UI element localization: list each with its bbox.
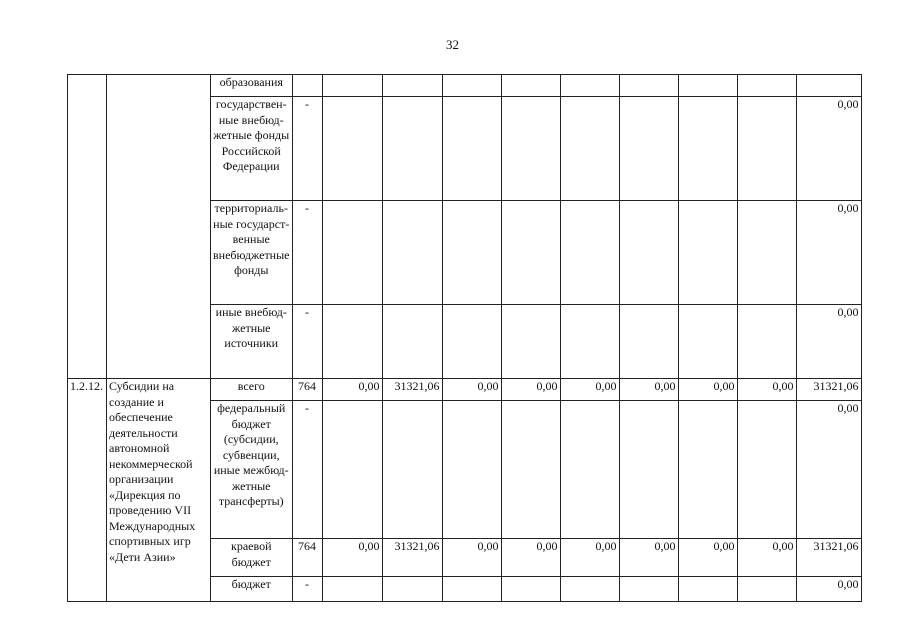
value-cell	[560, 401, 619, 539]
value-cell: 0,00	[501, 379, 560, 401]
value-cell	[442, 201, 501, 305]
value-cell	[560, 75, 619, 97]
funding-source-cell: иные внебюд-жетные источники	[211, 305, 293, 379]
value-cell	[560, 577, 619, 602]
code-cell	[292, 75, 322, 97]
item-title-cell	[107, 75, 211, 379]
code-cell: 764	[292, 539, 322, 577]
value-cell	[442, 75, 501, 97]
value-cell: 0,00	[442, 539, 501, 577]
total-cell: 0,00	[796, 401, 861, 539]
total-cell: 0,00	[796, 577, 861, 602]
funding-source-cell: государствен-ные внебюд-жетные фонды Российской Федерации	[211, 97, 293, 201]
value-cell	[619, 577, 678, 602]
value-cell	[678, 201, 737, 305]
value-cell: 31321,06	[382, 539, 442, 577]
funding-source-cell: федеральный бюджет (субсидии, субвенции, иные межбюд-жетные трансферты)	[211, 401, 293, 539]
item-number: 1.2.12.	[68, 379, 107, 602]
total-cell: 31321,06	[796, 539, 861, 577]
value-cell: 0,00	[678, 539, 737, 577]
row-number-cell	[68, 75, 107, 379]
table-row	[68, 379, 862, 401]
value-cell: 0,00	[678, 379, 737, 401]
code-cell: 764	[292, 379, 322, 401]
value-cell	[737, 75, 796, 97]
value-cell	[678, 577, 737, 602]
value-cell	[619, 401, 678, 539]
funding-source-cell: всего	[211, 379, 293, 401]
value-cell: 0,00	[322, 379, 382, 401]
value-cell	[501, 201, 560, 305]
value-cell	[678, 75, 737, 97]
value-cell: 0,00	[442, 379, 501, 401]
value-cell: 0,00	[322, 539, 382, 577]
value-cell: 0,00	[501, 539, 560, 577]
value-cell	[382, 97, 442, 201]
value-cell	[619, 75, 678, 97]
value-cell	[678, 305, 737, 379]
value-cell: 0,00	[619, 539, 678, 577]
value-cell	[322, 97, 382, 201]
total-cell: 0,00	[796, 201, 861, 305]
value-cell	[382, 201, 442, 305]
value-cell	[382, 577, 442, 602]
value-cell	[322, 401, 382, 539]
funding-source-cell: территориаль-ные государст-венные внебюджетные фонды	[211, 201, 293, 305]
total-cell: 31321,06	[796, 379, 861, 401]
total-cell: 0,00	[796, 305, 861, 379]
value-cell	[619, 305, 678, 379]
value-cell	[560, 305, 619, 379]
funding-source-cell: образования	[211, 75, 293, 97]
value-cell	[737, 305, 796, 379]
table-row	[68, 75, 862, 97]
value-cell	[382, 401, 442, 539]
value-cell	[501, 305, 560, 379]
budget-table	[67, 74, 862, 602]
value-cell	[560, 201, 619, 305]
value-cell	[322, 577, 382, 602]
value-cell	[678, 97, 737, 201]
page-number: 32	[446, 37, 459, 52]
value-cell	[619, 201, 678, 305]
code-cell: -	[292, 577, 322, 602]
code-cell: -	[292, 401, 322, 539]
value-cell	[382, 75, 442, 97]
value-cell	[442, 577, 501, 602]
value-cell	[501, 75, 560, 97]
value-cell	[560, 97, 619, 201]
value-cell: 0,00	[619, 379, 678, 401]
value-cell	[737, 577, 796, 602]
value-cell: 0,00	[560, 379, 619, 401]
value-cell	[678, 401, 737, 539]
total-cell	[796, 75, 861, 97]
value-cell	[382, 305, 442, 379]
value-cell	[737, 401, 796, 539]
code-cell: -	[292, 97, 322, 201]
value-cell: 0,00	[737, 379, 796, 401]
value-cell: 0,00	[560, 539, 619, 577]
value-cell	[501, 97, 560, 201]
code-cell: -	[292, 305, 322, 379]
value-cell	[322, 75, 382, 97]
value-cell	[442, 97, 501, 201]
total-cell: 0,00	[796, 97, 861, 201]
value-cell: 31321,06	[382, 379, 442, 401]
code-cell: -	[292, 201, 322, 305]
value-cell	[322, 201, 382, 305]
value-cell	[442, 401, 501, 539]
value-cell: 0,00	[737, 539, 796, 577]
value-cell	[737, 97, 796, 201]
funding-source-cell: краевой бюджет	[211, 539, 293, 577]
funding-source-cell: бюджет	[211, 577, 293, 602]
value-cell	[322, 305, 382, 379]
value-cell	[501, 401, 560, 539]
item-title: Субсидии на создание и обеспечение деятельности автономной некоммерческой организации «Дирекция по проведению VII Международных спортивных игр «Дети Азии»	[107, 379, 211, 602]
value-cell	[737, 201, 796, 305]
value-cell	[442, 305, 501, 379]
value-cell	[619, 97, 678, 201]
value-cell	[501, 577, 560, 602]
